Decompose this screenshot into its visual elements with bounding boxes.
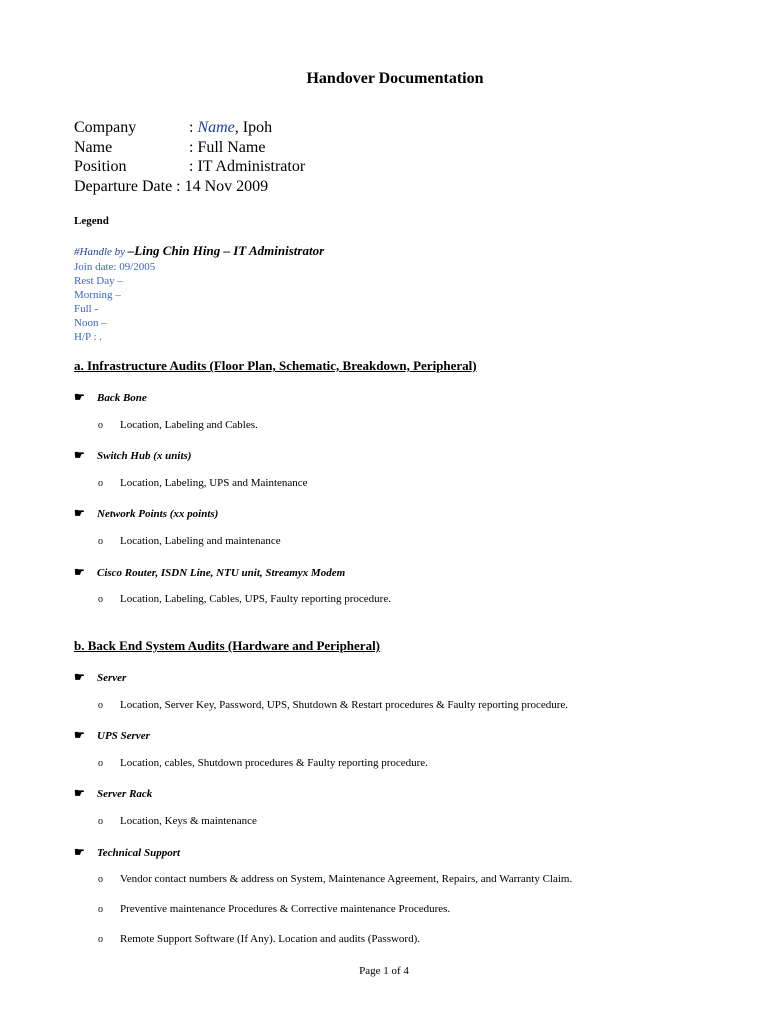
sub-item [98, 933, 420, 945]
info-sep: : [172, 178, 185, 195]
info-sep: : [189, 158, 198, 175]
pointing-hand-icon: ☛ [74, 448, 85, 462]
info-row-company [74, 118, 272, 138]
sub-item [98, 699, 568, 711]
pointing-hand-icon: ☛ [74, 390, 85, 404]
info-sep: : [189, 139, 198, 156]
circle-bullet-icon: o [98, 594, 103, 605]
circle-bullet-icon: o [98, 478, 103, 489]
list-item [74, 728, 150, 743]
info-row-name [74, 138, 265, 158]
sub-item [98, 757, 428, 769]
legend-rest-day: Rest Day – [74, 275, 123, 287]
sub-item [98, 535, 281, 547]
info-value: IT Administrator [197, 158, 306, 175]
item-title: Server [97, 672, 127, 684]
sub-item-text: Location, Keys & maintenance [120, 815, 257, 827]
pointing-hand-icon: ☛ [74, 565, 85, 579]
circle-bullet-icon: o [98, 536, 103, 547]
sub-item [98, 477, 308, 489]
list-item [74, 506, 218, 521]
circle-bullet-icon: o [98, 420, 103, 431]
info-value: , Ipoh [234, 119, 273, 136]
sub-item-text: Vendor contact numbers & address on System, Maintenance Agreement, Repairs, and Warranty Claim. [120, 873, 573, 885]
circle-bullet-icon: o [98, 758, 103, 769]
legend-morning: Morning – [74, 289, 121, 301]
info-row-position [74, 157, 305, 177]
info-value: Full Name [197, 139, 266, 156]
sub-item [98, 873, 572, 885]
document-title: Handover Documentation [306, 70, 484, 87]
legend-hp: H/P : . [74, 331, 103, 343]
sub-item-text: Location, Labeling and Cables. [120, 419, 258, 431]
list-item [74, 448, 191, 463]
legend-join-date: Join date: 09/2005 [74, 261, 156, 273]
pointing-hand-icon: ☛ [74, 670, 85, 684]
sub-item [98, 419, 258, 431]
legend-full: Full - [74, 303, 99, 315]
list-item [74, 565, 345, 580]
info-sep: : [189, 119, 198, 136]
item-title: Server Rack [97, 788, 153, 800]
circle-bullet-icon: o [98, 904, 103, 915]
sub-item-text: Location, Server Key, Password, UPS, Shutdown & Restart procedures & Faulty reporting procedure. [120, 699, 569, 711]
sub-item-text: Location, Labeling and maintenance [120, 535, 281, 547]
item-title: Network Points (xx points) [97, 508, 219, 520]
sub-item-text: Location, cables, Shutdown procedures & Faulty reporting procedure. [120, 757, 428, 769]
list-item [74, 670, 126, 685]
legend-noon: Noon – [74, 317, 107, 329]
circle-bullet-icon: o [98, 874, 103, 885]
list-item [74, 845, 180, 860]
sub-item [98, 593, 391, 605]
info-label: Position [74, 158, 127, 175]
info-label: Departure Date [74, 178, 173, 195]
circle-bullet-icon: o [98, 934, 103, 945]
list-item [74, 786, 152, 801]
info-company-name: Name [197, 119, 235, 136]
item-title: UPS Server [97, 730, 150, 742]
sub-item [98, 815, 257, 827]
item-title: Back Bone [97, 392, 147, 404]
sub-item-text: Remote Support Software (If Any). Location and audits (Password). [120, 933, 420, 945]
handle-name: –Ling Chin Hing – IT Administrator [127, 243, 325, 258]
sub-item [98, 903, 450, 915]
handle-line [74, 243, 324, 259]
section-heading: a. Infrastructure Audits (Floor Plan, Schematic, Breakdown, Peripheral) [74, 358, 477, 373]
section-heading: b. Back End System Audits (Hardware and Peripheral) [74, 638, 381, 653]
circle-bullet-icon: o [98, 700, 103, 711]
pointing-hand-icon: ☛ [74, 845, 85, 859]
item-title: Cisco Router, ISDN Line, NTU unit, Streamyx Modem [97, 567, 346, 579]
sub-item-text: Location, Labeling, UPS and Maintenance [120, 477, 308, 489]
handle-prefix: #Handle by [74, 246, 128, 258]
info-value: 14 Nov 2009 [184, 178, 269, 195]
sub-item-text: Location, Labeling, Cables, UPS, Faulty reporting procedure. [120, 593, 391, 605]
item-title: Technical Support [97, 847, 181, 859]
info-row-departure [74, 177, 268, 197]
sub-item-text: Preventive maintenance Procedures & Corrective maintenance Procedures. [120, 903, 451, 915]
page-number: Page 1 of 4 [359, 965, 409, 977]
info-label: Company [74, 119, 137, 136]
info-label: Name [74, 139, 113, 156]
legend-title: Legend [74, 215, 109, 227]
circle-bullet-icon: o [98, 816, 103, 827]
pointing-hand-icon: ☛ [74, 728, 85, 742]
item-title: Switch Hub (x units) [97, 450, 192, 462]
list-item [74, 390, 147, 405]
pointing-hand-icon: ☛ [74, 786, 85, 800]
pointing-hand-icon: ☛ [74, 506, 85, 520]
